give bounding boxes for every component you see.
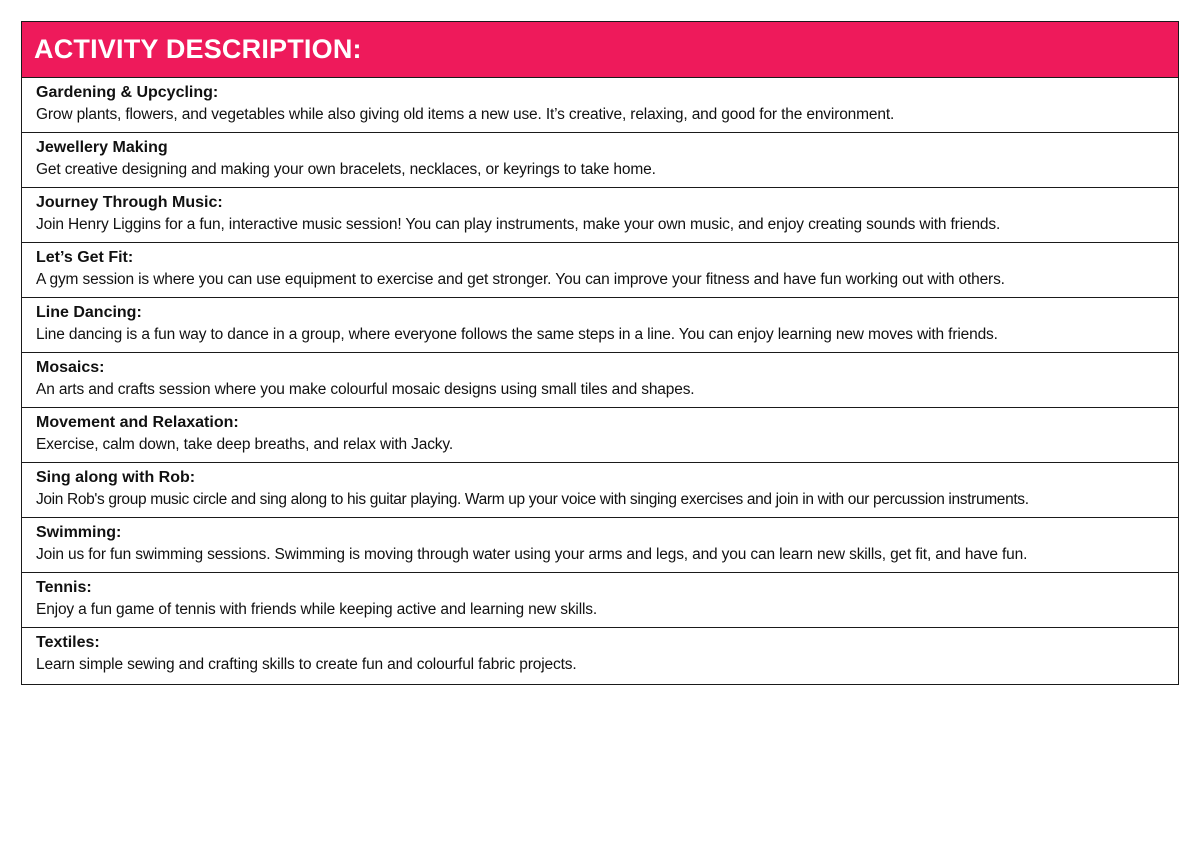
activity-title: Movement and Relaxation:	[36, 414, 239, 431]
table-header-title: ACTIVITY DESCRIPTION:	[34, 34, 362, 64]
activity-title: Sing along with Rob:	[36, 469, 196, 486]
activity-row-textiles	[22, 628, 1178, 684]
activity-description: Enjoy a fun game of tennis with friends while keeping active and learning new skills.	[36, 601, 598, 618]
activity-description: Learn simple sewing and crafting skills to create fun and colourful fabric projects.	[36, 656, 577, 673]
activity-title: Mosaics:	[36, 359, 105, 376]
activity-row-gardening-upcycling	[22, 78, 1178, 133]
activity-description: Join Henry Liggins for a fun, interactive music session! You can play instruments, make your own music, and enjoy creating sounds with friends.	[36, 216, 1001, 233]
activity-description: Grow plants, flowers, and vegetables while also giving old items a new use. It’s creative, relaxing, and good for the environment.	[36, 106, 895, 123]
activity-title: Textiles:	[36, 634, 100, 651]
activity-title: Let’s Get Fit:	[36, 249, 134, 266]
activity-row-journey-through-music	[22, 188, 1178, 243]
activity-description-table	[21, 21, 1179, 685]
activity-row-movement-relaxation	[22, 408, 1178, 463]
activity-description: Join Rob's group music circle and sing along to his guitar playing. Warm up your voice with singing exercises and join in with our percussion instruments.	[36, 491, 1029, 508]
activity-title: Tennis:	[36, 579, 92, 596]
activity-description: Get creative designing and making your own bracelets, necklaces, or keyrings to take home.	[36, 161, 656, 178]
activity-description: Line dancing is a fun way to dance in a group, where everyone follows the same steps in a line. You can enjoy learning new moves with friends.	[36, 326, 998, 343]
activity-description: Exercise, calm down, take deep breaths, and relax with Jacky.	[36, 436, 454, 453]
activity-description: A gym session is where you can use equipment to exercise and get stronger. You can improve your fitness and have fun working out with others.	[36, 271, 1005, 288]
activity-row-sing-along-with-rob	[22, 463, 1178, 518]
activity-row-jewellery-making	[22, 133, 1178, 188]
activity-description: Join us for fun swimming sessions. Swimming is moving through water using your arms and legs, and you can learn new skills, get fit, and have fun.	[36, 546, 1028, 563]
activity-title: Swimming:	[36, 524, 122, 541]
activity-row-line-dancing	[22, 298, 1178, 353]
activity-row-mosaics	[22, 353, 1178, 408]
activity-row-tennis	[22, 573, 1178, 628]
activity-title: Gardening & Upcycling:	[36, 84, 219, 101]
activity-title: Line Dancing:	[36, 304, 142, 321]
activity-row-lets-get-fit	[22, 243, 1178, 298]
activity-title: Jewellery Making	[36, 139, 168, 156]
table-header	[22, 22, 1178, 78]
activity-title: Journey Through Music:	[36, 194, 223, 211]
activity-row-swimming	[22, 518, 1178, 573]
activity-description: An arts and crafts session where you make colourful mosaic designs using small tiles and shapes.	[36, 381, 695, 398]
